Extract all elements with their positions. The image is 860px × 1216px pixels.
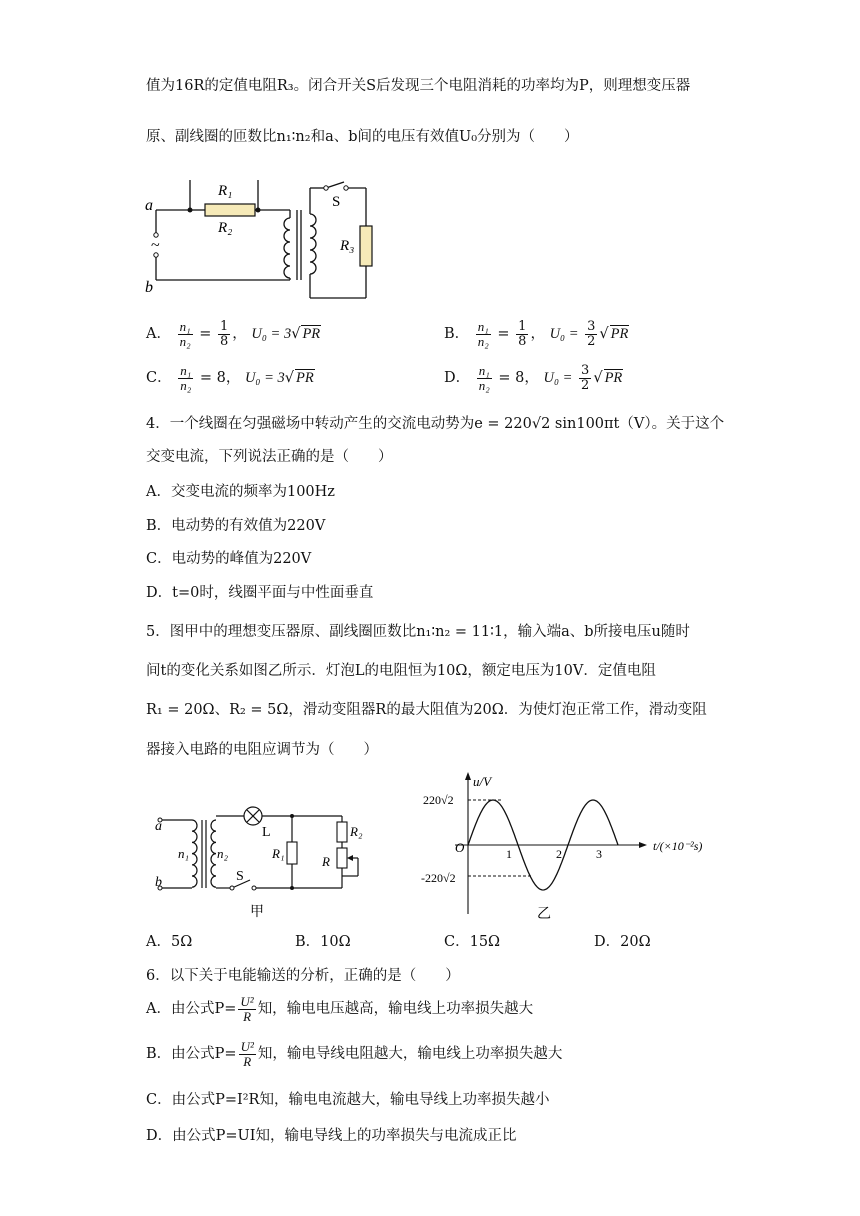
q3-label-r2: R₂ (218, 220, 233, 236)
q6-option-d[interactable]: D．由公式P=UI知，输电导线上的功率损失与电流成正比 (146, 1128, 517, 1144)
q5-line2: 间t的变化关系如图乙所示．灯泡L的电阻恒为10Ω，额定电压为10V．定值电阻 (146, 663, 656, 679)
q3-label-b: b (145, 279, 153, 296)
yi-x-arrow (639, 842, 647, 848)
jia-label-l: L (262, 825, 271, 840)
q5-figure-yi (415, 770, 715, 920)
jia-label-r: R (322, 854, 330, 869)
q3-label-tilde: ~ (151, 237, 160, 254)
q3-label-r1: R₁ (218, 183, 233, 199)
yi-xlabel: t/(×10⁻²s) (653, 839, 703, 853)
q5-option-a[interactable]: A．5Ω (146, 934, 193, 950)
q4-option-c[interactable]: C．电动势的峰值为220V (146, 551, 312, 567)
yi-caption: 乙 (537, 907, 551, 920)
yi-tick-ymin: -220√2 (421, 871, 456, 885)
yi-y-arrow (465, 772, 471, 780)
q4-option-b[interactable]: B．电动势的有效值为220V (146, 518, 326, 534)
jia-label-a: a (155, 819, 162, 834)
jia-label-n2: n₂ (217, 846, 229, 861)
q6-option-a[interactable]: A．由公式P= $\frac{\text{U²}}{R}$ 知，输电电压越高，输电线上功率损失越大 (146, 994, 534, 1024)
jia-label-b: b (155, 875, 162, 890)
q3-option-a[interactable]: A． $\frac{\text{n₁}}{\text{n₂}}$ = $\frac{1}{8}$ ， U₀ = 3√ PR (146, 319, 321, 349)
q4-line1: 4．一个线圈在匀强磁场中转动产生的交流电动势为e = 220√2 sin100πt（V）。关于这个 (146, 416, 725, 432)
yi-origin: O (455, 840, 465, 855)
q3-label-r3: R₃ (340, 238, 355, 254)
q4-option-a[interactable]: A．交变电流的频率为100Hz (146, 484, 335, 500)
q5-line1: 5．图甲中的理想变压器原、副线圈匝数比n₁∶n₂ = 11∶1，输入端a、b所接电压u随时 (146, 624, 690, 640)
q3-circuit-diagram (140, 180, 390, 300)
q3-option-c[interactable]: C． $\frac{\text{n₁}}{\text{n₂}}$ = 8， U₀ = 3√ PR (146, 363, 314, 393)
q4-option-d[interactable]: D．t=0时，线圈平面与中性面垂直 (146, 585, 374, 601)
q3-option-b[interactable]: B． $\frac{\text{n₁}}{\text{n₂}}$ = $\frac{1}{8}$ ， U₀ = $\frac{3}{2}$ √ PR (444, 319, 629, 349)
yi-tick-x2: 2 (556, 847, 562, 861)
q5-option-c[interactable]: C．15Ω (444, 934, 501, 950)
q3-line2: 原、副线圈的匝数比n₁∶n₂和a、b间的电压有效值U₀分别为（ ） (146, 129, 579, 145)
q5-figure-jia (150, 800, 370, 925)
jia-caption: 甲 (250, 905, 264, 920)
q6-option-c[interactable]: C．由公式P=I²R知，输电电流越大，输电导线上功率损失越小 (146, 1092, 550, 1108)
q4-line2: 交变电流，下列说法正确的是（ ） (146, 449, 393, 465)
q5-line3: R₁ = 20Ω、R₂ = 5Ω，滑动变阻器R的最大阻值为20Ω．为使灯泡正常工作，滑动变阻 (146, 702, 707, 718)
jia-label-r1: R₁ (272, 846, 285, 861)
q3-option-d[interactable]: D． $\frac{\text{n₁}}{\text{n₂}}$ = 8， U₀ = $\frac{3}{2}$ √ PR (444, 363, 623, 393)
q3-label-a: a (145, 197, 153, 214)
q5-option-b[interactable]: B．10Ω (295, 934, 351, 950)
yi-tick-x3: 3 (596, 847, 602, 861)
jia-label-s: S (236, 869, 244, 884)
yi-tick-x1: 1 (506, 847, 512, 861)
q3-line1: 值为16R的定值电阻R₃。闭合开关S后发现三个电阻消耗的功率均为P，则理想变压器 (146, 78, 691, 94)
q3-label-s: S (332, 194, 341, 210)
jia-label-r2: R₂ (350, 824, 363, 839)
q5-line4: 器接入电路的电阻应调节为（ ） (146, 742, 378, 758)
yi-ylabel: u/V (473, 774, 492, 789)
q5-option-d[interactable]: D．20Ω (594, 934, 651, 950)
q6-line1: 6．以下关于电能输送的分析，正确的是（ ） (146, 968, 460, 984)
jia-label-n1: n₁ (178, 846, 190, 861)
q6-option-b[interactable]: B．由公式P= $\frac{\text{U²}}{R}$ 知，输电导线电阻越大，输电线上功率损失越大 (146, 1039, 563, 1069)
yi-tick-ymax: 220√2 (423, 793, 454, 807)
